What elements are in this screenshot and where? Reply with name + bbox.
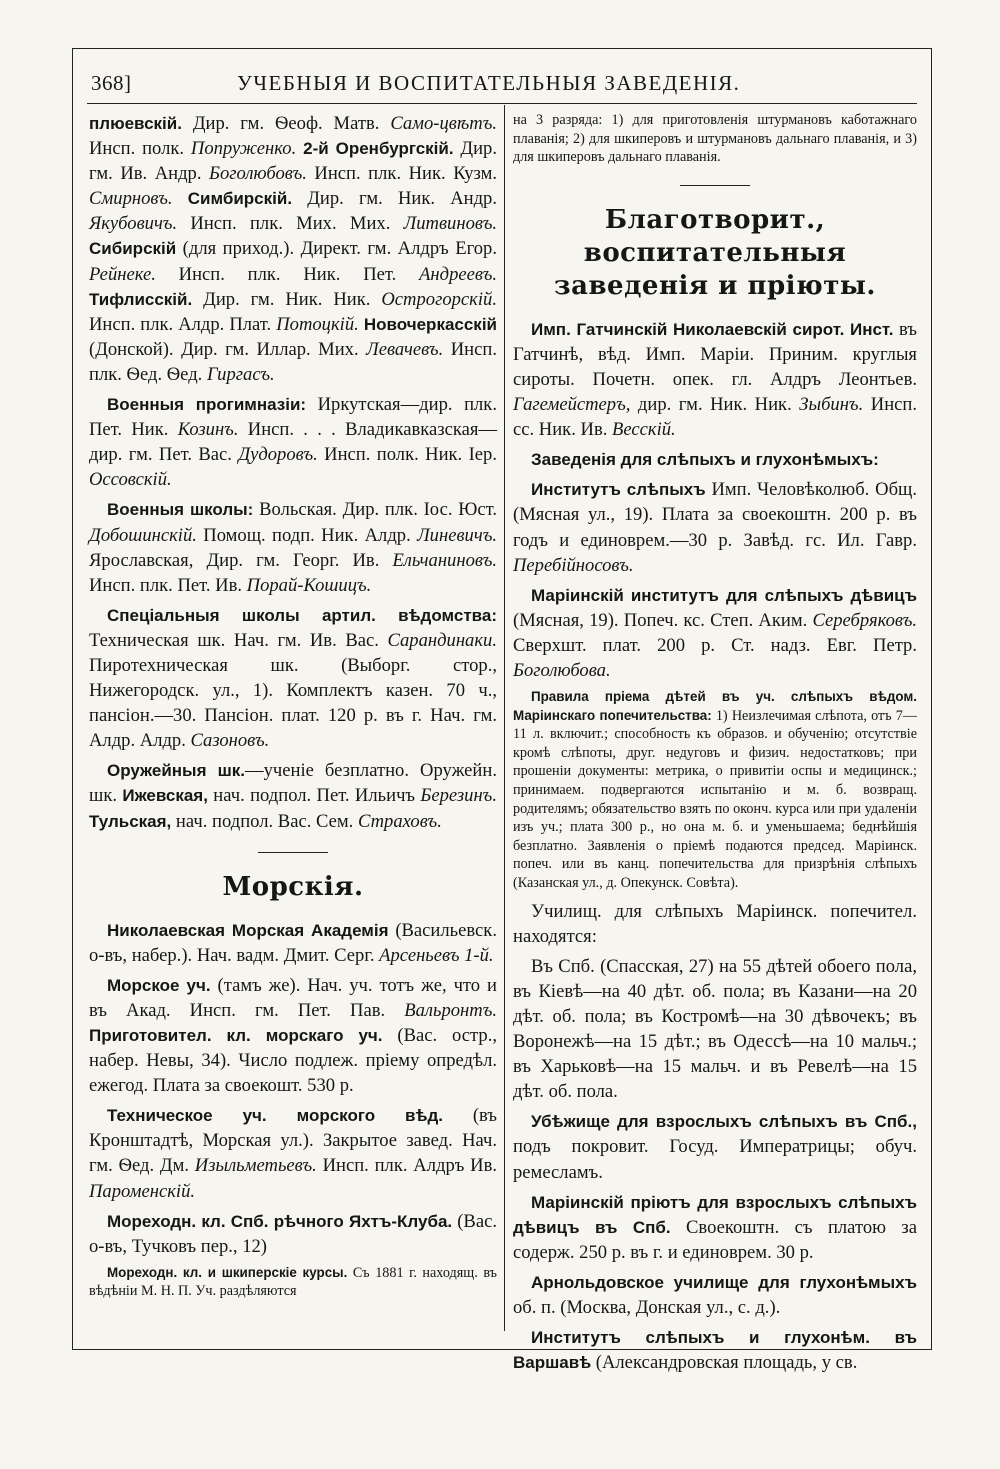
person-name: Попруженко. (190, 138, 297, 160)
text: Сверхшт. плат. 200 р. Ст. надз. Евг. Петр. (513, 634, 917, 656)
blind-deaf-subheading: Заведенія для слѣпыхъ и глухонѣмыхъ: (531, 450, 879, 470)
person-name: Острогорскій. (381, 288, 497, 310)
entry-heading: Убѣжище для взрослыхъ слѣпыхъ въ Спб., (531, 1112, 917, 1132)
gatchina-orphan-institute-paragraph (513, 317, 917, 442)
person-name: Гиргасъ. (206, 363, 275, 385)
text: (Александровская площадь, у св. (591, 1352, 858, 1374)
entry-heading: Имп. Гатчинскій Николаевскій сирот. Инст. (531, 319, 894, 339)
entry-heading: Морское уч. (107, 975, 211, 995)
text: Инсп. плк. Пет. Ив. (89, 574, 247, 596)
text: Техническая шк. Нач. гм. Ив. Вас. (89, 629, 388, 651)
arnold-school-paragraph (513, 1270, 917, 1320)
artillery-schools-paragraph (89, 603, 497, 754)
text: Инсп. плк. Мих. Мих. (177, 213, 404, 235)
text: Ярославская, Дир. гм. Георг. Ив. (89, 549, 393, 571)
armory-schools-paragraph (89, 758, 497, 833)
text: Инсп. . . . Владикавказская—дир. гм. Пет. Вас. (89, 419, 497, 466)
text: Инсп. полк. (89, 138, 191, 160)
entry-heading: Мореходн. кл. Спб. рѣчного Яхтъ-Клуба. (107, 1211, 453, 1231)
section-rule (680, 185, 750, 186)
text: (Донской). Дир. гм. Иллар. Мих. (89, 338, 367, 360)
person-name: Зыбинъ. (799, 394, 864, 416)
entry-heading: Институтъ слѣпыхъ и глухонѣм. въ Варшавѣ (513, 1328, 917, 1373)
text: Инсп. плк. Ѳед. Ѳед. (89, 338, 497, 385)
entry-heading: Мореходн. кл. и шкиперскіе курсы. (107, 1264, 348, 1280)
text: Иркутская—дир. плк. Пет. Ник. (89, 394, 497, 441)
entry-heading: Институтъ слѣпыхъ (531, 480, 706, 500)
text: Инсп. плк. Ник. Пет. (155, 263, 420, 285)
blind-institute-paragraph (513, 477, 917, 577)
warsaw-institute-paragraph (513, 1325, 917, 1375)
text: (Вас. о-въ, Тучковъ пер., 12) (89, 1210, 497, 1257)
adult-blind-shelter-paragraph (513, 1109, 917, 1184)
text: Дир. гм. Ник. Андр. (292, 188, 497, 210)
column-divider (504, 105, 505, 1331)
person-name: Березинъ. (420, 785, 497, 807)
admission-rules-note (513, 688, 917, 893)
navigation-classes-note (89, 1264, 497, 1301)
text: об. п. (Москва, Донская ул., с. д.). (513, 1297, 781, 1319)
text: Инсп. полк. Ник. Іер. (317, 444, 497, 466)
person-name: Боголюбова. (513, 660, 611, 681)
text: Съ 1881 г. находящ. въ вѣдѣніи М. Н. П. Уч. раздѣляются (89, 1264, 497, 1300)
person-name: Козинъ. (177, 419, 239, 441)
person-name: Сарандинаки. (387, 629, 497, 651)
person-name: Ельчаниновъ. (392, 549, 497, 571)
text: нач. подпол. Вас. Сем. (171, 810, 358, 832)
text: 1) Неизлечимая слѣпота, отъ 7—11 л. включит.; способность къ образов. и обученію; отсутствіе кромѣ слѣпоты, друг. недуговъ и физич. недостатковъ; при прошеніи документы: метрика, о привитіи оспы и медицинск.; принимаем. подвергаются испытанію и м. б. возвращ. родителямъ; обязательство взять по оконч. курса или при удаленіи изъ уч.; плата 300 р., но она м. б. и уменьшаема; беднѣйшія безплатно. Заявленія о пріемѣ подаются председ. Маріинск. попеч. или въ канц. попечительства для призрѣнія слѣпыхъ (Казанская ул., д. Опекунск. Совѣта). (513, 707, 917, 892)
entry-heading: Правила пріема дѣтей въ уч. слѣпыхъ вѣдом. Маріинскаго попечительства: (513, 689, 917, 723)
right-column (513, 111, 918, 1374)
gymnasia-directory-paragraph (89, 111, 497, 387)
text: Инсп. плк. Ник. Кузм. (306, 163, 498, 185)
page-number: 368] (91, 71, 132, 95)
entry-heading: Маріинскій пріютъ для взрослыхъ слѣпыхъ дѣвицъ въ Спб. (513, 1192, 917, 1237)
person-name: Андреевъ. (419, 263, 497, 285)
school-name: Ижевская, (122, 786, 208, 806)
person-name: Перебійносовъ. (513, 554, 634, 576)
text: Инсп. плк. Алдръ Ив. (316, 1155, 498, 1177)
person-name: Рейнеке. (89, 263, 156, 285)
navigation-classes-note-continued: на 3 разряда: 1) для приготовленія штурмановъ каботажнаго плаванія; 2) для шкиперовъ и штурмановъ дальнаго плаванія, и 3) для шкиперовъ дальнаго плаванія. (513, 112, 917, 166)
book-page (72, 48, 932, 1374)
person-name: Арсеньевъ 1-й. (379, 944, 494, 966)
entry-heading: Приготовител. кл. морскаго уч. (89, 1026, 383, 1045)
text: Вольская. Дир. плк. Іос. Юст. (253, 499, 497, 521)
entry-heading: Военныя прогимназіи: (107, 395, 307, 415)
person-name: Гагемейстеръ, (513, 394, 631, 416)
mariinsky-adult-shelter-paragraph (513, 1190, 917, 1265)
school-name: Сибирскій (89, 239, 177, 259)
person-name: Оссовскій. (89, 469, 172, 491)
text: Инсп. сс. Ник. Ив. (513, 394, 917, 441)
military-schools-paragraph (89, 497, 497, 597)
technical-naval-school-paragraph (89, 1103, 497, 1203)
text: Имп. Человѣколюб. Общ. (Мясная ул., 19). Плата за своекоштн. 200 р. въ годъ и единоврем.—30 р. Завѣд. гс. Ил. Гавр. (513, 479, 917, 551)
mariinsky-blind-girls-paragraph (513, 583, 917, 683)
text: Помощ. подп. Ник. Алдр. (196, 524, 418, 546)
section-title-charitable: Благотворит., воспитательныя заведенія и пріюты. (554, 204, 876, 301)
school-name: Новочеркасскій (358, 314, 497, 334)
person-name: Потоцкій. (276, 313, 359, 335)
military-progymnasia-paragraph (89, 392, 497, 492)
person-name: Дудоровъ. (238, 444, 318, 466)
text: Пиротехническая шк. (Выборг. стор., Нижегородск. ул., 1). Комплектъ казен. 70 ч., пансіон.—30. Пансіон. плат. 120 р. въ г. Нач. гм. Алдр. Алдр. (89, 654, 497, 752)
entry-heading: Техническое уч. морского вѣд. (107, 1106, 443, 1126)
school-name: плюевскій. (89, 114, 182, 133)
text: Дир. гм. Ив. Андр. (89, 138, 498, 185)
text: Инсп. плк. Алдр. Плат. (89, 313, 277, 335)
person-name: Добошинскій. (89, 524, 197, 546)
person-name: Боголюбовъ. (209, 163, 307, 185)
text: (Вас. остр., набер. Невы, 34). Число подлеж. пріему опредѣл. ежегод. Плата за своекошт. 530 р. (89, 1025, 497, 1097)
text: дир. гм. Ник. Ник. (630, 394, 800, 416)
yacht-club-paragraph (89, 1209, 497, 1259)
text: Дир. гм. Ѳеоф. Матв. (181, 113, 391, 134)
section-title-naval: Морскія. (222, 871, 364, 902)
blind-schools-intro: Училищ. для слѣпыхъ Маріинск. попечител. находятся: (513, 900, 917, 947)
naval-academy-paragraph (89, 918, 497, 968)
school-name: Симбирскій. (172, 189, 293, 209)
entry-heading: Маріинскій институтъ для слѣпыхъ дѣвицъ (531, 585, 917, 605)
text: Своекоштн. съ платою за содерж. 250 р. въ г. и единоврем. 30 р. (513, 1216, 918, 1263)
entry-heading: Арнольдовское училище для глухонѣмыхъ (531, 1272, 917, 1292)
person-name: Линевичъ. (417, 524, 497, 546)
person-name: Страховъ. (357, 810, 442, 832)
text: (Мясная, 19). Попеч. кс. Степ. Аким. (513, 609, 813, 631)
page-header (87, 67, 917, 104)
left-column (89, 111, 497, 1331)
entry-heading: Оружейныя шк. (107, 761, 246, 781)
person-name: Серебряковъ. (812, 609, 917, 631)
person-name: Порай-Кошицъ. (246, 574, 372, 596)
running-title: УЧЕБНЫЯ И ВОСПИТАТЕЛЬНЫЯ ЗАВЕДЕНІЯ. (237, 71, 741, 95)
entry-heading: Николаевская Морская Академія (107, 920, 389, 940)
person-name: Изыльметьевъ. (194, 1155, 317, 1177)
text: подъ покровит. Госуд. Императрицы; обуч. ремесламъ. (513, 1136, 917, 1183)
text: (тамъ же). Нач. уч. тотъ же, что и въ Акад. Инсп. гм. Пет. Пав. (89, 974, 497, 1021)
person-name: Вальронтъ. (404, 999, 497, 1021)
naval-school-paragraph (89, 973, 497, 1098)
person-name: Смирновъ. (89, 188, 173, 210)
school-name: Тифлисскій. (89, 289, 193, 309)
entry-heading: Военныя школы: (107, 500, 254, 520)
person-name: Пароменскій. (89, 1180, 196, 1202)
text: нач. подпол. Пет. Ильичъ (207, 785, 421, 807)
person-name: Якубовичъ. (89, 213, 178, 235)
text: (Васильевск. о-въ, набер.). Нач. вадм. Дмит. Серг. (89, 919, 497, 966)
section-rule (258, 852, 328, 853)
entry-heading: Спеціальныя школы артил. вѣдомства: (107, 605, 497, 625)
text: —ученіе безплатно. Оружейн. шк. (89, 760, 497, 807)
person-name: Левачевъ. (366, 338, 444, 360)
text: (въ Кронштадтѣ, Морская ул.). Закрытое завед. Нач. гм. Ѳед. Дм. (89, 1105, 497, 1177)
text: (для приход.). Директ. гм. Алдръ Егор. (176, 238, 497, 260)
text: въ Гатчинѣ, вѣд. Имп. Маріи. Приним. круглыя сироты. Почетн. опек. гл. Алдръ Леонтьев. (513, 318, 917, 390)
blind-schools-list: Въ Спб. (Спасская, 27) на 55 дѣтей обоего пола, въ Кіевѣ—на 40 дѣт. об. пола; въ Казани—на 20 дѣт. об. пола; въ Костромѣ—на 30 дѣвочекъ; въ Воронежѣ—на 15 дѣт.; въ Одессѣ—на 10 мальч.; въ Харьковѣ—на 15 мальч. и въ Ревелѣ—на 15 дѣт. об. пола. (513, 955, 917, 1103)
school-name: Тульская, (89, 811, 172, 831)
school-name: 2-й Оренбургскій. (296, 139, 454, 159)
person-name: Само-цвѣтъ. (390, 113, 497, 134)
person-name: Литвиновъ. (403, 213, 497, 235)
person-name: Весскій. (612, 419, 676, 441)
person-name: Сазоновъ. (190, 730, 270, 752)
text: Дир. гм. Ник. Ник. (192, 288, 382, 310)
